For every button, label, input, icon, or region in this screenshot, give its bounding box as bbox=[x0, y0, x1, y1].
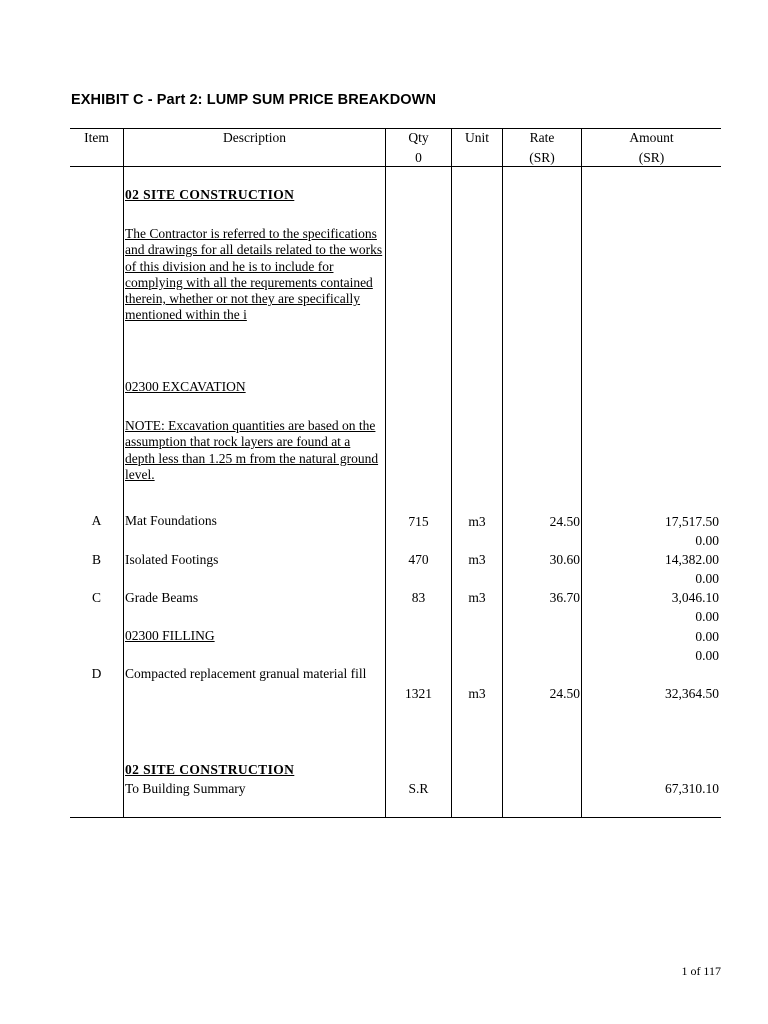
filling-amount-1: 0.00 bbox=[695, 629, 719, 644]
row-a-amount: 17,517.50 bbox=[665, 514, 719, 529]
header-item: Item bbox=[84, 130, 109, 145]
row-c-amount-after: 0.00 bbox=[695, 609, 719, 624]
row-c-amount: 3,046.10 bbox=[671, 590, 719, 605]
row-d-item: D bbox=[91, 666, 102, 681]
header-unit: Unit bbox=[464, 130, 489, 145]
document-title: EXHIBIT C - Part 2: LUMP SUM PRICE BREAKDOWN bbox=[71, 92, 437, 108]
header-qty-sub: 0 bbox=[415, 150, 422, 165]
row-c-rate: 36.70 bbox=[549, 590, 580, 605]
summary-amount: 67,310.10 bbox=[665, 781, 719, 796]
intro-paragraph: The Contractor is referred to the specifications and drawings for all details related to the works of this division and he is to include for complying with all the requrements contained therein, whether or not they are specifically mentioned within the i bbox=[125, 226, 383, 323]
row-c-qty: 83 bbox=[411, 590, 426, 605]
row-d-qty: 1321 bbox=[405, 686, 432, 701]
row-c-item: C bbox=[91, 590, 101, 605]
filling-amount-2: 0.00 bbox=[695, 648, 719, 663]
row-a-amount-after: 0.00 bbox=[695, 533, 719, 548]
row-c-unit: m3 bbox=[468, 590, 486, 605]
row-b-qty: 470 bbox=[408, 552, 429, 567]
header-rate: Rate bbox=[529, 130, 555, 145]
excavation-note: NOTE: Excavation quantities are based on the assumption that rock layers are found at a depth less than 1.25 m from the natural ground level. bbox=[125, 418, 379, 482]
row-a-rate: 24.50 bbox=[549, 514, 580, 529]
row-d-rate: 24.50 bbox=[549, 686, 580, 701]
row-b-amount-after: 0.00 bbox=[695, 571, 719, 586]
column-rule-qty bbox=[451, 129, 452, 818]
header-amount: Amount bbox=[629, 130, 674, 145]
header-rate-sub: (SR) bbox=[529, 150, 555, 165]
row-a-qty: 715 bbox=[408, 514, 429, 529]
filling-heading: 02300 FILLING bbox=[125, 628, 215, 643]
row-b-rate: 30.60 bbox=[549, 552, 580, 567]
row-b-unit: m3 bbox=[468, 552, 486, 567]
row-a-item: A bbox=[91, 513, 102, 528]
column-rule-unit bbox=[502, 129, 503, 818]
excavation-heading: 02300 EXCAVATION bbox=[125, 379, 246, 394]
column-rule-item bbox=[123, 129, 124, 818]
table-bottom-rule bbox=[70, 817, 721, 818]
row-d-amount: 32,364.50 bbox=[665, 686, 719, 701]
row-b-description: Isolated Footings bbox=[125, 552, 219, 567]
header-description: Description bbox=[223, 130, 286, 145]
column-rule-rate bbox=[581, 129, 582, 818]
row-a-description: Mat Foundations bbox=[125, 513, 217, 528]
row-d-unit: m3 bbox=[468, 686, 486, 701]
summary-label: To Building Summary bbox=[125, 781, 246, 796]
row-c-description: Grade Beams bbox=[125, 590, 199, 605]
table-top-rule bbox=[70, 128, 721, 129]
section-heading: 02 SITE CONSTRUCTION bbox=[125, 187, 295, 202]
row-a-unit: m3 bbox=[468, 514, 486, 529]
summary-qty: S.R bbox=[408, 781, 429, 796]
row-b-amount: 14,382.00 bbox=[665, 552, 719, 567]
page-number: 1 of 117 bbox=[681, 964, 721, 978]
row-d-description: Compacted replacement granual material fill bbox=[125, 666, 367, 681]
summary-heading: 02 SITE CONSTRUCTION bbox=[125, 762, 295, 777]
header-qty: Qty bbox=[408, 130, 429, 145]
header-bottom-rule bbox=[70, 166, 721, 167]
header-amount-sub: (SR) bbox=[638, 150, 665, 165]
row-b-item: B bbox=[91, 552, 101, 567]
